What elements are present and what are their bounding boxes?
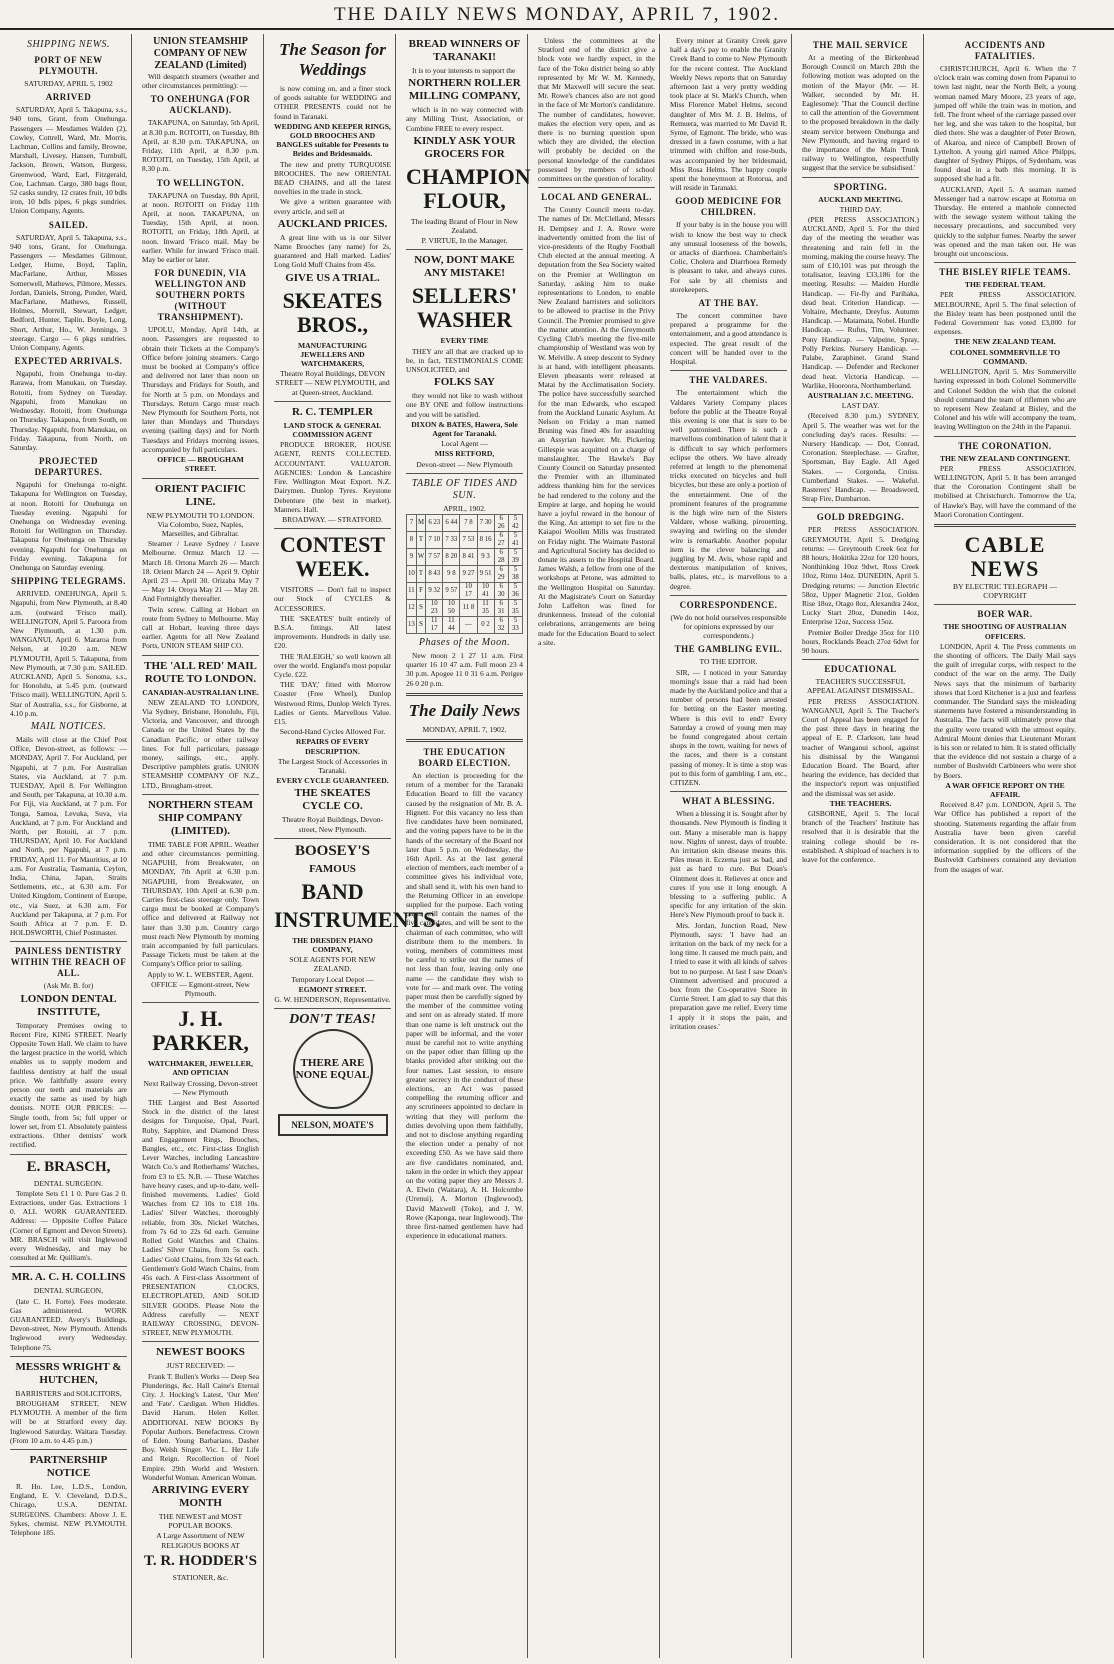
tides-cell: 8 [407, 532, 417, 549]
divider [274, 528, 391, 529]
tides-row [407, 532, 523, 549]
devon-street: Devon-street — New Plymouth [416, 459, 513, 469]
onehunga-text: TAKAPUNA, on Saturday, 5th April, at 8.30 p.m. ROTOITI, on Tuesday, 8th April, at 8.30 p.m. TAKAPUNA, on Friday, 11th April, at 8.30 p.m. ROTOITI, on Tuesday, 15th April, at 8.30 p.m. [142, 118, 259, 174]
tides-cell: 7 [407, 515, 417, 532]
ajc-text: (Received 8.30 p.m.) SYDNEY, April 5. The weather was wet for the concluding day's races. Results: — Nursery Handicap. — Dot, Conrad, Coronation. Steeplechase. — Grafter, Sportsman, Bay Eagle. All Aged Stakes. — Corgonda, Cruiss. Cumberland Stakes. — Wakeful. Rasterers' Handicap. — Broadsword, Strap Fire, Dumbarton. [802, 411, 919, 504]
tides-row [407, 600, 523, 617]
divider [406, 693, 523, 696]
virtue: P. VIRTUE, In the Manager. [421, 236, 508, 246]
templer-sub: LAND STOCK & GENERAL COMMISSION AGENT [283, 420, 382, 440]
war-office-text: Received 8.47 p.m. LONDON, April 5. The War Office has published a report of the shooting. Statements regarding the affair from Australia have been given careful consideration. It is not considered that the information supplied by the officers of the Bushveldt Carbineers contained any deviation from the usages of war. [934, 800, 1076, 874]
written-text: We give a written guarantee with every article, and sell at [274, 197, 391, 216]
gold-title: GOLD DREDGING. [816, 512, 905, 523]
templer-text: PRODUCE BROKER, HOUSE AGENT, RENTS COLLECTED. ACCOUNTANT. VALUATOR. AGENCIES: London & Lancashire Fire. Wellington Meat Export. N.Z. Dairymen. Dunlop Tyres. Keystone Debenture (the best in market). Manners. Hall. [274, 440, 391, 514]
champion-sub: The leading Brand of Flour in New Zealand. [410, 216, 519, 236]
arriving-text: A Large Assortment of NEW RELIGIOUS BOOKS AT [156, 1531, 245, 1550]
divider [10, 941, 127, 942]
mail-service-title: THE MAIL SERVICE [812, 40, 909, 50]
egmont: EGMONT STREET. [298, 984, 367, 994]
last-day: LAST DAY. [841, 401, 880, 411]
tides-cell: 8 16 [477, 532, 494, 549]
sellers-washer: SELLERS' WASHER [411, 283, 518, 333]
contest-title: CONTEST WEEK. [279, 532, 386, 582]
educational-title: EDUCATIONAL [824, 664, 897, 675]
tides-cell: 5 33 [508, 617, 522, 634]
expected-heading: EXPECTED ARRIVALS. [14, 356, 123, 367]
dont-mistake: NOW, DONT MAKE ANY MISTAKE! [414, 254, 515, 280]
valdares-title: THE VALDARES. [689, 375, 768, 386]
day-cycle: THE 'DAY,' fitted with Morrow Coaster (Free Wheel), Dunlop Westwood Rims, Dunlop Welch Tyres. Ladies or Gents. Marvellous Value. £15. [274, 680, 391, 726]
tides-cell: 7 8 [460, 515, 477, 532]
coronation-text: PER PRESS ASSOCIATION. WELLINGTON, April 5. It has been arranged that the Coronation Contingent shall be mobilised at Christchurch. Tomorrow the Ua, of Hawke's Bay, will have the command of the Maori Coronation Contingent. [934, 463, 1076, 519]
arriving-sub: THE NEWEST and MOST POPULAR BOOKS. [158, 1511, 243, 1531]
edu-text: An election is proceeding for the return of a member for the Taranaki Education Board to fill the vacancy caused by the resignation of Mr. B. A. Hignett. For this vacancy no less than five candidates have been nominated, and the voting papers have to be in the hands of the secretary of the Board not later than 5 p.m. on Wednesday, the 16th April. As at the last general election of members, each member of a committee gives his individual vote, and shall send it, with his own hand to the Returning Officer in an envelope supplied for the purpose. Each voting paper will contain the names of the five candidates, and will be sent to the chairman of each committee, who will distribute them to the members. In voting, members of committees must be careful to strike out the names of not less than four, leaving only one name — the candidate they wish to vote for — and mark over. The voting paper must then be carefully signed by the member of the committee voting and sent on as already stated. If more than one name is left unstruck out the paper will be informal, and the voter must be careful not to write anything on the paper other than filling up the blanks provided after striking out the four names. Last session, to ensure greater secrecy in the conduct of these elections, an Act was passed compelling the returning officer and any scrutineers appointed to declare in writing that they will perform the duties devolving upon them faithfully, and not to disclose anything regarding the election under a penalty of not exceeding £50. As we have said there are five candidates nominated, and, taken in the order in which they appear on the voting paper they are Messrs J. A. Elwin (Waitara), A. H. Holcombe (Urenui), A. Morton (Inglewood), David Maxwell (Toko), and J. W. Rowe (Kaponga, near Inglewood). The three first-named gentlemen have had experience in educational matters. [406, 771, 523, 1241]
tides-cell: 5 42 [508, 515, 522, 532]
mail-service-text: At a meeting of the Birkenhead Borough Council on March 28th the following motion was adopted on the motion of the Mayor (Mr. — H. Walker, seconded by Mr. H. Eaglesome): 'That the Council decline to call the attention of the Government to the proposed breakdown in the daily steam service between Onehunga and New Plymouth, and having regard to the importance of the Main Trunk railway to Wellington, respectfully suggest that the service be subsidised.' [802, 53, 919, 173]
bread-text2: which is in no way connected with any Milling Trust, Association, or Combine FREE to every respect. [406, 105, 523, 133]
local-text: The County Council meets to-day. The names of Dr. McClelland, Messrs H. Dempsey and J. A. Rowe were inadvertently omitted from the list of vice-presidents of the Rugby Football Club elected at the annual meeting. A deputation from the Sea Society waited on the Premier at Wellington on Saturday, asking him to make representations to London, to enable New Zealand barristers and solicitors to be allowed to practise in the Privy Council. The Premier promised to give the matter attention. At the Greymouth Cycling Club's meeting the five-mile championship of Westland was won by W. Melville. A steep descent to Sydney is at hand, with intelligent pheasants. Eleven pheasants were released at Matai by the Acclimatisation Society. The police have successfully searched for the man Edwards, who escaped from the Auckland Lunatic Asylum. At Nelson on Friday a man named Bruning was fined 40s for assaulting an Assyrian hawker. Mr. Pickering Gillespie was acquitted on a charge of manslaughter. The Hawke's Bay County Council on Saturday presented the Premier with an illuminated address thanking him for the services he had rendered to the colony and the Empire at large, and hoping he would have a joyful reward in the honour of the King. An attempt to set fire to the Kaiapoi Woollen Mills was frustrated on Friday night. The Waimate Pastoral and Agricultural Society has decided to donate its assets to the Hospital Board. James Walsh, a fellow from one of the workshops at Petone, was admitted to the Wellington Hospital on Saturday. At the Magistrate's Court on Saturday John Laffelton was fined for drunkenness. Instead of the colonial celebrations, arrangements are being made for the Education Board to select a site. [538, 205, 655, 647]
tides-cell: 9 27 [460, 566, 477, 583]
orient-title: ORIENT PACIFIC LINE. [155, 482, 246, 508]
tides-cell: 8 41 [460, 549, 477, 566]
dentist-sub: (Ask Mr. B. for) [43, 981, 94, 991]
tides-cell: 6 29 [494, 566, 508, 583]
divider [934, 262, 1076, 263]
tides-cell: 6 28 [494, 549, 508, 566]
cable-sub: BY ELECTRIC TELEGRAPH — COPYRIGHT [953, 581, 1057, 601]
local-title: LOCAL AND GENERAL. [541, 192, 652, 203]
arriving-title: ARRIVING EVERY MONTH [151, 1483, 250, 1509]
silver-text: A great line with us is our Silver Name Brooches (any name) for 2s, guaranteed and Hall marked. Ladies' Long Gold Muff Chains from 45s. [274, 232, 391, 270]
divider [406, 473, 523, 474]
wright-text: BROUGHAM STREET, NEW PLYMOUTH. A member of the firm will be at Stratford every day. Inglewood Saturday. Waitara Tuesday. (From 10 a.m. to 4.45 p.m.) [10, 1398, 127, 1445]
tides-cell: 8 20 [443, 549, 460, 566]
column-1 [6, 34, 132, 1658]
tides-cell: 7 53 [460, 532, 477, 549]
port-date: SATURDAY, APRIL 5, 1902 [24, 79, 113, 88]
tides-month: APRIL, 1902. [443, 503, 486, 513]
tides-cell: F [416, 583, 425, 600]
tides-cell: — [460, 617, 477, 634]
tides-cell: 6 27 [494, 532, 508, 549]
dentist-heading: PAINLESS DENTISTRY WITHIN THE REACH OF ALL. [10, 946, 127, 979]
divider [274, 838, 391, 839]
federal-title: THE FEDERAL TEAM. [964, 280, 1046, 290]
tides-cell: S [416, 600, 425, 617]
dixon: DIXON & BATES, Hawera, Sole Agent for Taranaki. [411, 419, 518, 439]
hodder-name: T. R. HODDER'S [143, 1552, 258, 1569]
column-4 [402, 34, 531, 1658]
divider [934, 604, 1076, 605]
dunedin-heading: FOR DUNEDIN, VIA WELLINGTON AND SOUTHERN PORTS (WITHOUT TRANSHIPMENT). [154, 268, 247, 323]
bisley-title: THE BISLEY RIFLE TEAMS. [939, 267, 1071, 278]
tides-cell: 7 30 [477, 515, 494, 532]
raleigh-cycle: THE 'RALEIGH,' so well known all over the world. England's most popular Cycle. £22. [274, 651, 391, 679]
divider [406, 739, 523, 742]
divider [934, 436, 1076, 437]
partnership-text: R. Ho. Lee, L.D.S., London, England, E. V. Cleveland, D.D.S., Chicago, U.S.A. DENTAL SURGEONS. Chambers: Above J. E. Sykes, chemist. NEW PLYMOUTH. Telephone 185. [10, 1481, 127, 1537]
tides-cell: W [416, 549, 425, 566]
nz-team-title: THE NEW ZEALAND TEAM. [954, 337, 1056, 347]
ajc-title: AUSTRALIAN J.C. MEETING. [807, 390, 914, 400]
nelson-moate-logo [278, 1114, 388, 1136]
divider [142, 1002, 259, 1003]
newspaper-page [6, 34, 1108, 1658]
skeates-text: Theatre Royal Buildings, DEVON STREET — NEW PLYMOUTH, and at Queen-street, Auckland. [275, 369, 390, 397]
divider [670, 370, 787, 371]
tides-cell: 0 2 [477, 617, 494, 634]
accidents-title: ACCIDENTS AND FATALITIES. [964, 40, 1046, 61]
orient-table: Steamer / Leave Sydney / Leave Melbourne. Ormuz March 12 — March 18. Ortona March 26 — March 18. Orient March 24 — April 9. Ophir April 23 — April 30. Orizaba May 7 — May 14. Oroya May 21 — May 28. And Fortnightly thereafter. [142, 539, 259, 604]
repairs: REPAIRS OF EVERY DESCRIPTION. [295, 737, 370, 756]
phases-title: Phases of the Moon. [418, 637, 511, 649]
northern-office: OFFICE — Egmont-street, New Plymouth. [151, 979, 250, 999]
accidents-text: CHRISTCHURCH, April 6. When the 7 o'clock train was coming down from Papanui to town last night, near the North Belt, a young woman named Mary Moore, 23 years of age, jumped off while the train was in motion, and fell. The front wheel of the carriage passed over her leg, and she was taken to the hospital, but died there. She was a daughter of Peter Brown, of Akaroa, and niece of Campbell Brown of Lyttelton. A young girl named Alice Philpps, daughter of Sydney Phipps, of Sydenham, was found dead in a bath this morning. It is supposed she had a fit. [934, 64, 1076, 184]
somerville-title: COLONEL SOMMERVILLE TO COMMAND. [949, 347, 1061, 366]
parker-sub2: Next Railway Crossing, Devon-street — New Plymouth [143, 1078, 258, 1097]
brasch-text: Templete Sets £1 1 0. Pure Gas 2 0. Extractions, under Gas. Extractions 1 0. ALL WORK GUARANTEED. Address: — Opposite Coffee Palace (Corner of Egmont and Devon Streets). MR. BRASCH will visit Inglewood every Wednesday, and may be consulted at Mr. Quilliam's. [10, 1188, 127, 1263]
union-text: Will despatch steamers (weather and other circumstances permitting): — [142, 72, 259, 91]
divider [670, 595, 787, 596]
wright-name: MESSRS WRIGHT & HUTCHEN, [15, 1360, 122, 1386]
tides-cell: 6 32 [494, 617, 508, 634]
newest-title: NEWEST BOOKS [156, 1346, 245, 1359]
boosey-instruments: INSTRUMENTS. [274, 906, 441, 932]
divider [274, 401, 391, 402]
tides-cell: 5 35 [508, 600, 522, 617]
mail-heading: MAIL NOTICES. [30, 720, 107, 732]
divider [670, 791, 787, 792]
tides-cell: 9 57 [443, 583, 460, 600]
tides-cell: 7 10 [426, 532, 443, 549]
cycle-co: THE SKEATES CYCLE CO. [294, 787, 371, 813]
expected-text: Ngapuhi, from Onehunga to-day. Rarawa, from Manukau, on Tuesday. Rotoiti, from Sydney on Tuesday. Ngapuhi, from Manukau on Wednesday. Rotoiti, from Onehunga on Thursday. Takapuna, from South, on Thursday. Ngapuhi, from Manukau, on Friday. Takapuna, from North, on Saturday. [10, 369, 127, 452]
divider [10, 1356, 127, 1357]
tides-cell: 5 38 [508, 566, 522, 583]
turquoise-text: The new and pretty TURQUOISE BROOCHES. The new ORIENTAL BEAD CHAINS, and all the latest novelties in the trade in stock. [274, 159, 391, 197]
blessing-title: WHAT A BLESSING. [682, 796, 775, 807]
orient-sub: NEW PLYMOUTH TO LONDON. Via Colombo, Suez, Naples, Marseilles, and Gibraltar. [146, 510, 255, 538]
divider [142, 1341, 259, 1342]
tides-table [406, 514, 523, 634]
tides-cell: 6 44 [443, 515, 460, 532]
gold-text: PER PRESS ASSOCIATION. GREYMOUTH, April 5. Dredging returns: — Greymouth Creek 6oz for 88 hours, Hokitika 22oz for 120 hours, Nonthinking 10oz 9dwt, Ross Creek 10oz, Rimu 14oz. DUNEDIN, April 5. Dredging returns: — Junction Electric 58oz, Upper Magnetic 21oz, Golden Rise 18oz, Otago 8oz, Alexandra 24oz, Lucky Start 20oz, Dunedin 14oz, Enterprise 12oz, Success 15oz. [802, 525, 919, 627]
visitors-text: VISITORS — Don't fail to inspect our Stock of CYCLES & ACCESSORIES. [274, 585, 391, 613]
newest-list: Frank T. Bullen's Works — Deep Sea Plunderings, &c. Hall Caine's Eternal City. J. Hocking's Latest, 'Our Men' and 'Fate'. Cardigan. When Hiddles. David Harum. Helen Keller. ADDITIONAL NEW BOOKS By Popular Authors. Benefactress. Crown of Eden. Young Barbarians. Dasher Boy. Welsh Singer. Vic. L. Her Life and Reign. Recollection of Noel Empire. 29th World and Western. Wonderful Woman. American Woman. [142, 1371, 259, 1482]
port-heading: PORT OF NEW PLYMOUTH. [34, 55, 103, 76]
skeates-cycle: THE 'SKEATES' built entirely of B.S.A. fittings. All latest improvements. Hundreds in daily use. £20. [274, 613, 391, 651]
boosey-title: BOOSEY'S [294, 842, 371, 859]
shipping-heading: SHIPPING NEWS. [26, 39, 111, 50]
partnership-name: PARTNERSHIP NOTICE [29, 1453, 108, 1479]
cable-title: CABLE NEWS [964, 531, 1046, 581]
divider [802, 507, 919, 508]
skeates-sub: MANUFACTURING JEWELLERS AND WATCHMAKERS, [297, 340, 368, 369]
tea-badge-text: THERE ARE NONE EQUAL [295, 1057, 370, 1082]
tides-cell: 7 33 [443, 532, 460, 549]
tides-cell: 12 [407, 600, 417, 617]
tides-cell: 11 44 [443, 617, 460, 634]
sporting-title: SPORTING. [833, 181, 888, 192]
tides-cell: S [416, 617, 425, 634]
onehunga-heading: TO ONEHUNGA (FOR AUCKLAND). [150, 94, 251, 116]
wright-sub: BARRISTERS and SOLICITORS, [15, 1388, 122, 1398]
at-bay: AT THE BAY. [698, 298, 759, 309]
templer-title: R. C. TEMPLER [291, 405, 374, 418]
boer-title: BOER WAR. [977, 609, 1033, 620]
tides-cell: 8 43 [426, 566, 443, 583]
northern-apply: Apply to W. L. WEBSTER, Agent. [147, 969, 254, 979]
northern-roller: NORTHERN ROLLER MILLING COMPANY, [408, 77, 521, 103]
column-2 [138, 34, 264, 1658]
parker-text: THE Largest and Best Assorted Stock in the district of the latest designs for Turquoise, Opal, Pearl, Ruby, Sapphire, and Diamond Dress and Engagement Rings, Brooches, Bangles, etc., etc. First-class English Lever Watches, including Lancashire Watch Co.'s and Rotherhams' Watches, from £3 to £5. N.B. — These Watches have heavy cases, and up-to-date, well-finished movements. Ladies' Gold Watches from £2 10s to £18 10s. Ladies' Silver Watches, thoroughly reliable, from 30s. Nickel Watches, from 7s 6d to 22s 6d each. Genuine Rolled Gold Watches and Chains. Ladies' Silver Chains, from 5s each. Ladies' Gold Chains, from 32s 6d each. Gentlemen's Gold Watch Chains, from 45s each. A First-class Assortment of PRESENTATION CLOCKS, ELECTROPLATED, AND SOLID SILVER GOODS. Please Note the Address carefully — NEXT RAILWAY CROSSING, DEVON-STREET, NEW PLYMOUTH. [142, 1098, 259, 1338]
divider [274, 1008, 391, 1009]
tides-cell: 10 [407, 566, 417, 583]
sailed-heading: SAILED. [48, 219, 89, 230]
boosey-famous: FAMOUS [309, 862, 356, 875]
wellington-text: TAKAPUNA on Tuesday, 8th April, at noon. ROTOITI on Friday 11th April, at noon. TAKAPUNA, on Tuesday, 15th April, at noon. ROTOITI, on Friday, 18th April, at noon. Inward 'Frisco mail. May be earlier. While for inward 'Frisco mail. May be earlier or later. [142, 190, 259, 265]
teachers-title: THE TEACHERS. [829, 798, 892, 808]
office-line: OFFICE — BROUGHAM STREET. [157, 455, 244, 474]
tides-cell: T [416, 532, 425, 549]
wellington-heading: TO WELLINGTON. [156, 177, 245, 188]
divider [10, 1449, 127, 1450]
divider [934, 524, 1076, 527]
educational-text: PER PRESS ASSOCIATION. WANGANUI, April 5. The Teacher's Court of Appeal has been engaged for the past three days in hearing the appeal of E. P. Clarkson, late head teacher of Wanganui school, against his dismissal by the Wanganui Education Board. The Board, after hearing the evidence, has decided that the inspector's report was unjustified and the dismissal was set aside. [802, 696, 919, 798]
tides-row [407, 583, 523, 600]
tides-cell: 7 57 [426, 549, 443, 566]
telegrams-heading: SHIPPING TELEGRAMS. [11, 576, 126, 587]
tides-row [407, 566, 523, 583]
collins-name: MR. A. C. H. COLLINS [11, 1271, 126, 1284]
tides-cell: 5 41 [508, 532, 522, 549]
good-medicine: GOOD MEDICINE FOR CHILDREN. [675, 196, 782, 218]
bread-title: BREAD WINNERS OF TARANAKI! [408, 38, 521, 63]
northern-text: TIME TABLE FOR APRIL. Weather and other circumstances permitting. NGAPUHI, from Breakwater, on MONDAY, 7th April at 6.30 p.m. NGAPUHI, from Breakwater, on THURSDAY, 10th April at 6.30 p.m. Carries first-class steerage only. Town cargo must be booked at Company's office and delivered at Railway not later than 3.30 p.m. Country cargo must reach New Plymouth by morning train accompanied by full particulars. Passage Tickets must be taken at the Company's Office prior to sailing. [142, 839, 259, 969]
column-6 [666, 34, 792, 1658]
tides-cell: 6 26 [494, 515, 508, 532]
blessing-text2: Mrs. Jordan, Junction Road, New Plymouth, says: 'I have had an irritation on the back of my neck for a long time. It caused me much pain, and I tried to ease it with all kinds of salves but to no purpose. At last I saw Doan's Ointment advertised and procured a box from the Co-operative Store in Currie Street. I am glad to say that this preparation gave me relief. Every time I apply it it stops the pain, and irritation ceases.' [670, 920, 787, 1031]
tides-cell: 10 41 [477, 583, 494, 600]
seaman-text: AUCKLAND, April 5. A seaman named Messenger had a narrow escape at Rotorua on Thursday. He entered a manhole connected with the sewage system without taking the necessary precautions, and succumbed very quickly to the sulphur fumes. Nearby the sewer was opened and the man taken out. He was brought out unconscious. [934, 184, 1076, 259]
paper-title: The Daily News [408, 700, 521, 720]
dentist-text: Temporary Premises owing to Recent Fire, KING STREET. Nearly Opposite Town Hall. We claim to have the largest practice in the world, which enables us to supply modern and faultless dentistry at half the usual price. We faithfully assure every person our teeth and materials are exactly the same as used by high dentists. NOTE OUR PRICES: — Single tooth, from 5s; full upper or lower set, from £1. Absolutely painless extractions. Other dentists' work rectified. [10, 1020, 127, 1150]
gambling-title: THE GAMBLING EVIL. [674, 644, 783, 655]
gambling-to: TO THE EDITOR. [699, 657, 758, 667]
blessing-text: When a blessing it is. Sought after by thousands. New Plymouth is finding it out. Many a miserable man is happy now. Nights of unrest, days of trouble. An irritation skin disease means this. Piles mean it. Eczema just as bad, and just as hard to cure. But Doan's Ointment does it. Relieves at once and cures if you use it long enough. A blessing to a suffering public. A specific for any irritation of the skin. Here's New Plymouth proof to back it. [670, 809, 787, 920]
skeates-title: SKEATES BROS., [282, 287, 383, 337]
collins-text: (late C. H. Forte). Fees moderate. Gas administered. WORK GUARANTEED. Avery's Buildings, Devon-street, New Plymouth. Attends Inglewood every Wednesday. Telephone 75. [10, 1296, 127, 1352]
third-day: THIRD DAY. [839, 204, 882, 214]
parker-sub: WATCHMAKER, JEWELLER, AND OPTICIAN [147, 1059, 254, 1078]
cable-text: LONDON, April 4. The Press comments on the shooting of officers. The Daily Mail says the guilt of irregular corps, with respect to the conduct of the war on the army. The Daily News says that the minimum of barbarity shows that Lord Kitchener is a just and fearless commander. The Standard says the misleading statements have fostered a misunderstanding in Australia. The facts will ultimately prove that the guilty were treated with the utmost equity. Admiral Mount denies that Lieutenant Morant is his son or related to him. It is stated officially that the evidence did not sustain a charge of a number of Bushveldt Carbineers who were shot by Boers. [934, 641, 1076, 780]
arrived-heading: ARRIVED [45, 92, 92, 103]
divider [10, 1154, 127, 1155]
tides-cell: 11 8 [460, 600, 477, 617]
collins-sub: DENTAL SURGEON, [33, 1286, 104, 1296]
tea-badge-icon [293, 1029, 373, 1109]
somerville-text: WELLINGTON, April 5. Mrs Sommerville having expressed in both Colonel Sommerville and Colonel Seddon the wish that the colonel should command the team of riflemen who are to represent New Zealand at Bisley, and the Colonel and his wife will accompany the team, leaving Wellington on the 24th in the Papanui. [934, 367, 1076, 432]
educational-sub: TEACHER'S SUCCESSFUL APPEAL AGAINST DISMISSAL. [807, 677, 914, 696]
tides-cell: 5 36 [508, 583, 522, 600]
tides-cell: 9 32 [426, 583, 443, 600]
tides-cell: T [416, 566, 425, 583]
secondhand: Second-Hand Cycles Allowed For. [279, 727, 386, 737]
medicine-text: If your baby is in the house you will wish to know the best way to check any unusual looseness of the bowels, or attacks of diarrhoea. Chamberlain's Colic, Cholera and Diarrhoea Remedy is pleasant to take, and always cures. For sale by all chemists and storekeepers. [670, 220, 787, 294]
telegrams-text: ARRIVED. ONEHUNGA, April 5. Ngapuhi, from New Plymouth, at 8.40 a.m. (outward 'Frisco mail). WELLINGTON, April 5. Paroora from New Plymouth, at 1.30 p.m. WANGANUI, April 6. Mararoa from Nelson, at 10.20 a.m. NEW PLYMOUTH, April 5. Takapuna, from New Plymouth, at 7.30 p.m. SAILED. AUCKLAND, April 5. Sonoma, s.s., for Honolulu, at 5.45 p.m. (outward 'Frisco mail). WELLINGTON, April 5. Star of Australia, s.s., for Gisborne, at 4.10 p.m. [10, 589, 127, 718]
tides-cell: M [416, 515, 425, 532]
tides-cell: 9 51 [477, 566, 494, 583]
every-cycle: EVERY CYCLE GUARANTEED. [276, 776, 389, 786]
divider [142, 478, 259, 479]
dresden-sub: SOLE AGENTS FOR NEW ZEALAND. [289, 955, 376, 974]
tides-row [407, 515, 523, 532]
tides-cell: 10 23 [426, 600, 443, 617]
wedding-line: WEDDING AND KEEPER RINGS, GOLD BROOCHES AND BANGLES suitable for Presents to Brides and Bridesmaids. [274, 121, 391, 159]
masthead: THE DAILY NEWS MONDAY, APRIL 7, 1902. [0, 0, 1114, 30]
phases-text: New moon 2 1 27 11 a.m. First quarter 16 10 47 a.m. Full moon 23 4 30 p.m. Apogee 11 0 31 6 a.m. Perigee 26 0 20 p.m. [406, 651, 523, 688]
divider [406, 249, 523, 250]
edu-continued-text: Unless the committees at the Stratford end of the district give a block vote we hardly expect, in the face of the Toko district being so ably represented by Mr W. M. Kennedy, that Mr Maxwell will secure the seat. Mr. Rowe's chances also are not good in the face of Mr Morton's candidature. The number of candidates, however, makes the election very open, and as there is no burning question upon which they are divided, the election will probably be decided on the personal knowledge of the candidates possessed by members of school committees on the question of locality. [538, 36, 655, 184]
correspondence-title: CORRESPONDENCE. [679, 599, 778, 610]
tides-cell: 6 30 [494, 583, 508, 600]
largest-stock: The Largest Stock of Accessories in Taranaki. [277, 756, 388, 775]
dresden: THE DRESDEN PIANO COMPANY, [292, 935, 373, 954]
retford: MISS RETFORD, [434, 449, 495, 459]
paper-date: MONDAY, APRIL 7, 1902. [422, 724, 507, 734]
brasch-name: E. BRASCH, [26, 1158, 111, 1175]
temporary-depot: Temporary Local Depot — [291, 974, 374, 984]
tides-cell: 5 39 [508, 549, 522, 566]
tides-cell: 9 3 [477, 549, 494, 566]
tides-cell: 11 35 [477, 600, 494, 617]
allred-text: NEW ZEALAND TO LONDON, Via Sydney, Brisbane, Honolulu, Fiji, Victoria, and Vancouver, and through Canada or the United States by the Canadian Pacific, or other railway lines. For full particulars, passage money, sailings, etc., apply. Descriptive pamphlets gratis. UNION STEAMSHIP COMPANY OF N.Z., LTD., Brougham-street. [142, 697, 259, 790]
tides-title: TABLE OF TIDES AND SUN. [411, 477, 518, 501]
allred-title: THE 'ALL RED' MAIL ROUTE TO LONDON. [144, 659, 257, 685]
newest-received: JUST RECEIVED: — [166, 1361, 235, 1371]
champion-flour: CHAMPION FLOUR, [406, 163, 531, 213]
federal-text: PER PRESS ASSOCIATION. MELBOURNE, April 5. The final selection of the Bisley team has been postponed until the Federal Government has voted £3,000 for expenses. [934, 290, 1076, 337]
tides-cell: 9 8 [443, 566, 460, 583]
folks-say: FOLKS SAY [433, 376, 496, 389]
orient-notes: Twin screw. Calling at Hobart en route from Sydney to Melbourne. May call at Hobart, leaving three days earlier. Agents for all New Zealand Ports, UNION STEAM SHIP CO. [142, 604, 259, 651]
henderson: G. W. HENDERSON, Representative. [274, 995, 391, 1004]
divider [142, 655, 259, 656]
divider [142, 794, 259, 795]
correspondence-note: (We do not hold ourselves responsible for opinions expressed by our correspondents.) [670, 612, 787, 641]
auckland-meeting: AUCKLAND MEETING. [818, 194, 903, 204]
teachers-text: GISBORNE, April 5. The local branch of the Teachers' Institute has resolved that it is desirable that the training college should be re-established. A shipload of teachers is to leave for the conference. [802, 809, 919, 865]
divider [538, 187, 655, 188]
column-5 [534, 34, 660, 1658]
kindly: KINDLY ASK YOUR GROCERS FOR [413, 134, 516, 160]
shooting-title: THE SHOOTING OF AUSTRALIAN OFFICERS. [943, 622, 1067, 641]
parker-title: J. H. PARKER, [152, 1006, 249, 1056]
war-office-title: A WAR OFFICE REPORT ON THE AFFAIR. [945, 780, 1065, 799]
edu-title: THE EDUCATION BOARD ELECTION. [418, 747, 511, 769]
folks-text: they would not like to wash without one BY ONE and follow instructions and you will be satisfied. [406, 391, 523, 419]
arrived-text: SATURDAY, April 5. Takapuna, s.s., 940 tons, Grant, from Onehunga. Passengers — Mesdames Walden (2), Cowley, Cottrell, Ward, Mr. Morris, Lachman, Collins and family, Browne, Marshall, Livesey, Hansen, Turnbull, Jackson, Brown, Watson, Burgess, Greenwood, Ward, Earl, Fitzgerald, Coe, Lachman. Cargo, 380 bags flour, 52 casks sundry, 12 crates fruit, 10 bdls iron, 10 bdls pipes, 6 pkgs sundries. Union Company, Agents. [10, 105, 127, 216]
divider [802, 659, 919, 660]
auckland-prices: AUCKLAND PRICES. [277, 217, 388, 230]
weddings-text: is now coming on, and a finer stock of goods suitable for WEDDING and OTHER PRESENTS could not be found in Taranaki. [274, 84, 391, 121]
sellers-text: THEY are all that are cracked up to be, in fact, TESTIMONIALS COME UNSOLICITED, and [406, 346, 523, 375]
tides-row [407, 549, 523, 566]
sporting-text: (PER PRESS ASSOCIATION.) AUCKLAND, April 5. For the third day of the meeting the weather was threatening and rain fell in the morning, making the course heavy. The sum of £10,101 was put through the totalisator, leaving £33,186 for the meeting. Results: — Maiden Hurdle Handicap. — Fir-fly and Parihaka, dead heat. Criterion Handicap. — Voltaire, Mechante, Dreyfus. Autumn Handicap. — Matamata, Nobel. Hurdle Handicap. — Rufus, Tim, Volunteer. Pony Handicap. — Valpeine, Spray, Polly Perkins. Nursery Handicap. — Palabe, Zaraphinet. Grand Stand Handicap. — Defender and Reckoner dead heat. Victoria Handicap. — Warlike, Hooroora, Northumberland. [802, 215, 919, 390]
every-time: EVERY TIME [440, 336, 489, 346]
tides-cell: 6 23 [426, 515, 443, 532]
mail-text: Mails will close at the Chief Post Office, Devon-street, as follows: — MONDAY, April 7. For Auckland, per Ngapuhi, at 7 p.m. For Australian States, via Auckland, at 7 p.m. TUESDAY, April 8. For Wellington and South, per Takapuna, at 10.30 a.m. For Fiji, via Auckland, at 7 p.m. For Tonga, Samoa, Levuka, Suva, via Auckland, at 7 p.m. For Auckland and North, per Rotoiti, at 7 p.m. THURSDAY, April 10. For Auckland and North, per Ngapuhi, at 7 p.m. FRIDAY, April 11. For Mauritius, at 10 a.m. For Australia, Tasmania, Ceylon, India, China, Japan, Straits Settlements, etc., at 6.30 a.m. For United Kingdom, Continent of Europe, etc., via Suez, at 6.30 a.m. For Auckland per Takapuna, at 7 p.m. For South Africa at 7 p.m. F. D. HOLDSWORTH, Chief Postmaster. [10, 734, 127, 938]
column-7 [798, 34, 924, 1658]
boosey-band: BAND [301, 878, 364, 904]
gambling-text: SIR, — I noticed in your Saturday morning's issue that a raid had been made by the Auckland police and that a number of persons had been arrested for betting on the Easter meeting. Where is this evil to end? Every Saturday a crowd of young men may be found congregated about certain shops in the town, waiting for news of the races, and there is a constant passing of money. It is time a stop was put to this form of gambling. I am, etc., CITIZEN. [670, 667, 787, 788]
projected-heading: PROJECTED DEPARTURES. [34, 456, 103, 478]
allred-sub: CANADIAN-AUSTRALIAN LINE. [142, 687, 259, 697]
teas-title: DON'T TEAS! [289, 1012, 376, 1028]
coronation-title: THE CORONATION. [958, 440, 1052, 451]
tides-cell: 6 31 [494, 600, 508, 617]
union-title: UNION STEAMSHIP COMPANY OF NEW ZEALAND (Limited) [153, 36, 248, 71]
at-bay-text: The concert committee have prepared a programme for the entertainment, and a good attendance is expected. The great result of the concert will be handed over to the Hospital. [670, 311, 787, 367]
broadway: BROADWAY. — STRATFORD. [282, 514, 383, 524]
tides-cell: 10 17 [460, 583, 477, 600]
valdares-text: The entertainment which the Valdares Variety Company places before the public at the Theatre Royal this evening is one that is sure to be well patronised. There is such a marvellous combination of talent that it is difficult to say which performers eclipse the others. We have already referred at length to the phenomenal tricks executed on bicycles and bull bicycles, but these are only a portion of the entertainment. One of the prominent features of the programme is the high wire turn of the Sisters Valdare, whose walking, pirouetting, swaying and twirling on the slender wire is remarkable. Another popular item is the clever balancing and juggling by M. Avis, whose rapid and dexterous manipulation of knives, balls, plates, etc., is marvellous to a degree. [670, 388, 787, 591]
sailed-text: SATURDAY, April 5. Takapuna, s.s., 940 tons, Grant, for Onehunga. Passengers — Mesdames Gilmour, Ledger, Hume, Boyd, Taplin, MacFarlane, Arthur, Misses Somerwell, Mathews, Pilmore, Messrs. Jordan, Daniels, Strong, Ponder, Ward, MacFarlane, Mathews, Russell, Holmes, Morrell, Stewart, Ledger, Bedford, Hunter, Taplin, Boyle, Long, Short, Arthur, Ho., W. Jennings, 3 steerage. Cargo — 6 pkgs sundries. Union Company, Agents. [10, 232, 127, 353]
tides-row [407, 617, 523, 634]
nelson-moate-text: NELSON, MOATE'S [291, 1119, 374, 1130]
local-agent: Local Agent — [441, 439, 488, 449]
cycle-addr: Theatre Royal Buildings, Devon-street, New Plymouth. [281, 815, 384, 834]
divider [802, 177, 919, 178]
weddings-title: The Season for Weddings [279, 40, 386, 79]
bread-text: It is to your interests to support the [412, 66, 516, 75]
wedding-news-text: Every miner at Granity Creek gave half a day's pay to enable the Granity Creek Band to come to New Plymouth for the recent contest. The Auckland Weekly News reports that on Saturday afternoon last a very pretty wedding took place at St. Mark's Church, when Miss Florence Mabel Helms, second daughter of Mrs M. J. B. Helms, of Remuera, was married to Mr David R. Syme, of Egmont. The bride, who was dressed in a fawn costume, with a hat trimmed with chiffon and rose-buds, was accompanied by her bridesmaid, Miss Rosa Helms. The happy couple spent the honeymoon at Rotorua, and will reside in Taranaki. [670, 36, 787, 193]
column-8 [930, 34, 1080, 1658]
give-trial: GIVE US A TRIAL. [285, 271, 380, 284]
tides-cell: 10 50 [443, 600, 460, 617]
dentist-title: LONDON DENTAL INSTITUTE, [20, 992, 117, 1018]
premier-text: Premier Boiler Dredge 35oz for 110 hours, Rocklands Beach 27oz 6dwt for 90 hours. [802, 627, 919, 655]
hodder-sub: STATIONER, &c. [172, 1572, 229, 1582]
tides-cell: 11 [407, 583, 417, 600]
projected-text: Ngapuhi for Onehunga to-night. Takapuna for Wellington on Tuesday, at noon. Rotoiti for Onehunga on Tuesday evening. Ngapuhi for Onehunga on Wednesday evening. Rotoiti for Wellington on Thursday. Takapuna for Onehunga on Thursday evening. Ngapuhi for Onehunga on Friday evening. Takapuna for Onehunga on Saturday evening. [10, 480, 127, 572]
dunedin-text: UPOLU, Monday, April 14th, at noon. Passengers are requested to obtain their Tickets at the Company's Office before joining steamers. Cargo must be booked at Company's office and delivered not later than noon on Thursdays and Fridays for South, and for North at 5 p.m. on Mondays and Thursdays. Return Cargo must reach New Plymouth for Southern Ports, not later than Mondays and Thursdays evening (sailing days) and for North Tuesdays and Fridays morning issues, accompanied by full particulars. [142, 325, 259, 454]
brasch-sub: DENTAL SURGEON. [33, 1178, 104, 1188]
contingent-title: THE NEW ZEALAND CONTINGENT. [939, 453, 1071, 463]
divider [10, 1266, 127, 1267]
tides-cell: 11 17 [426, 617, 443, 634]
northern-title: NORTHERN STEAM SHIP COMPANY (LIMITED). [147, 798, 254, 837]
tides-cell: 9 [407, 549, 417, 566]
tides-cell: 13 [407, 617, 417, 634]
